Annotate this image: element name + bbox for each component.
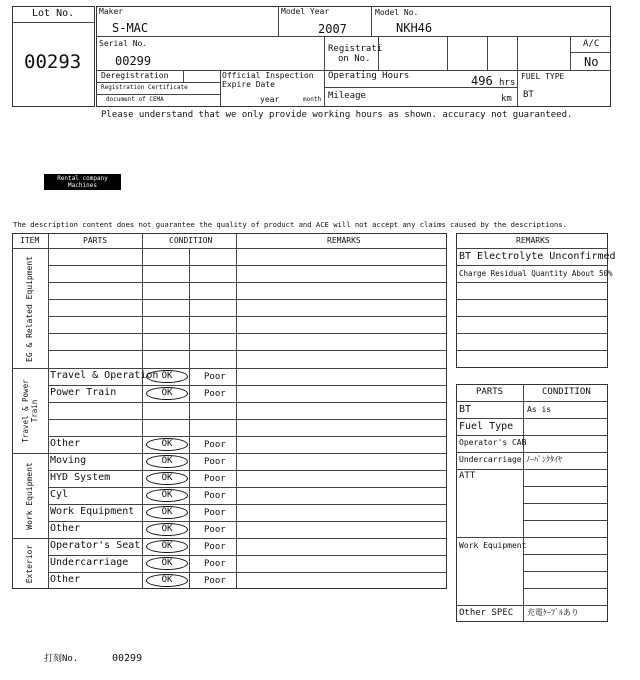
poor-label: Poor: [204, 457, 226, 467]
hrs-unit: hrs: [499, 78, 516, 88]
year-label: year: [260, 95, 280, 104]
att-label: ATT: [459, 471, 476, 481]
section-work-label: Work Equipment: [25, 462, 34, 530]
poor-label: Poor: [204, 508, 226, 518]
km-unit: km: [501, 94, 512, 104]
part-label: Work Equipment: [50, 506, 135, 517]
other-spec-label: Other SPEC: [459, 608, 514, 618]
badge-line-2: Machines: [68, 182, 97, 189]
part-label: Other: [50, 523, 81, 534]
badge-line-1: Rental company: [57, 175, 108, 182]
part-label: Other: [50, 574, 81, 585]
ok-mark: OK: [146, 370, 188, 383]
document-of-cema-label: document of CEMA: [106, 96, 164, 103]
maker-value: S-MAC: [112, 21, 149, 35]
ok-mark: OK: [146, 472, 188, 485]
fuel-type-row-label: Fuel Type: [459, 421, 514, 432]
header-parts: PARTS: [83, 236, 108, 245]
ok-mark: OK: [146, 455, 188, 468]
registration-certificate-label: Registration Certificate: [101, 84, 188, 91]
part-label: Travel & Operation: [50, 370, 159, 381]
ac-label: A/C: [583, 39, 600, 49]
remarks-box-header: REMARKS: [516, 236, 550, 245]
section-eg-label: EG & Related Equipment: [25, 256, 34, 362]
bt-condition: As is: [527, 405, 552, 414]
undercarriage-condition: ﾉｰﾊﾟﾝｸﾀｲﾔ: [526, 455, 562, 464]
stamp-no-value: 00299: [112, 653, 143, 664]
part-label: HYD System: [50, 472, 111, 483]
deregistration-label: Deregistration: [101, 71, 169, 80]
condition-header: CONDITION: [542, 387, 591, 397]
poor-label: Poor: [204, 576, 226, 586]
rental-company-badge: [44, 174, 121, 190]
maker-label: Maker: [99, 7, 124, 16]
ok-mark: OK: [146, 489, 188, 502]
serial-no-value: 00299: [115, 54, 152, 68]
part-label: Power Train: [50, 387, 117, 398]
header-condition: CONDITION: [169, 236, 213, 245]
lot-no-value: 00293: [24, 51, 82, 73]
section-travel-label-2: Train: [30, 399, 39, 423]
poor-label: Poor: [204, 474, 226, 484]
month-label: month: [303, 96, 322, 103]
poor-label: Poor: [204, 525, 226, 535]
part-label: Moving: [50, 455, 87, 466]
poor-label: Poor: [204, 372, 226, 382]
part-label: Other: [50, 438, 81, 449]
poor-label: Poor: [204, 542, 226, 552]
poor-label: Poor: [204, 440, 226, 450]
part-label: Undercarriage: [50, 557, 129, 568]
ac-value: No: [584, 55, 599, 69]
part-label: Operator's Seat: [50, 540, 141, 551]
hours-accuracy-note: Please understand that we only provide working hours as shown. accuracy not guaranteed.: [101, 110, 573, 120]
operating-hours-label: Operating Hours: [328, 71, 410, 81]
model-year-label: Model Year: [281, 7, 330, 16]
ok-mark: OK: [146, 506, 188, 519]
model-no-label: Model No.: [375, 8, 419, 17]
header-remarks: REMARKS: [327, 236, 361, 245]
bt-label: BT: [459, 404, 472, 415]
registration-label-1: Registrati: [328, 44, 383, 54]
model-no-value: NKH46: [396, 21, 433, 35]
ok-mark: OK: [146, 438, 188, 451]
operators-cab-label: Operator's CAB: [459, 438, 527, 447]
section-travel-label-1: Travel & Power: [21, 379, 30, 443]
remarks-line-1: BT Electrolyte Unconfirmed: [459, 251, 616, 262]
section-exterior-label: Exterior: [25, 544, 34, 584]
undercarriage-label: Undercarriage: [459, 455, 522, 464]
ok-mark: OK: [146, 557, 188, 570]
ok-mark: OK: [146, 540, 188, 553]
remarks-line-2: Charge Residual Quantity About 50%: [459, 269, 613, 278]
poor-label: Poor: [204, 389, 226, 399]
work-equipment-row-label: Work Equipment: [459, 541, 527, 550]
poor-label: Poor: [204, 559, 226, 569]
registration-label-2: on No.: [338, 54, 371, 64]
poor-label: Poor: [204, 491, 226, 501]
official-inspection-label-1: Official Inspection: [222, 71, 314, 80]
fuel-type-label: FUEL TYPE: [521, 72, 565, 81]
model-year-value: 2007: [318, 22, 347, 36]
part-label: Cyl: [50, 489, 69, 500]
ok-mark: OK: [146, 387, 188, 400]
mileage-label: Mileage: [328, 91, 366, 101]
other-spec-value: 充電ｹｰﾌﾞﾙあり: [527, 608, 579, 617]
fuel-type-value: BT: [523, 90, 534, 100]
ok-mark: OK: [146, 574, 188, 587]
official-inspection-label-2: Expire Date: [222, 80, 275, 89]
serial-no-label: Serial No.: [99, 39, 148, 48]
ok-mark: OK: [146, 523, 188, 536]
operating-hours-value: 496: [471, 74, 493, 88]
stamp-no-label: 打刻No.: [44, 654, 79, 664]
parts-header: PARTS: [476, 387, 504, 397]
header-item: ITEM: [20, 236, 40, 245]
lot-no-label: Lot No.: [32, 8, 75, 19]
disclaimer-text: The description content does not guarantee the quality of product and ACE will not accept any claims caused by the descriptions.: [13, 220, 567, 229]
